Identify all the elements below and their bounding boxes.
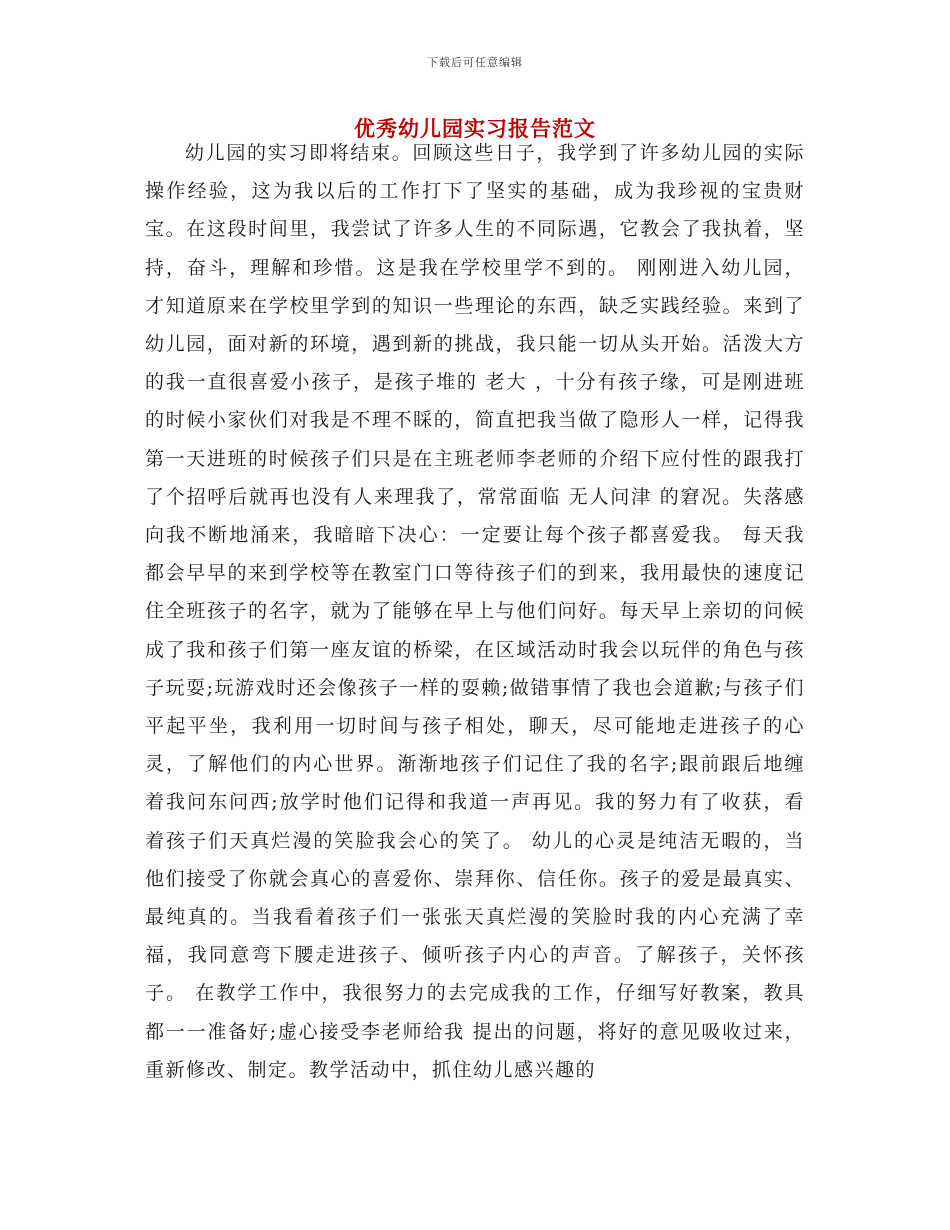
document-title: 优秀幼儿园实习报告范文 [354, 116, 596, 141]
body-paragraph: 幼儿园的实习即将结束。回顾这些日子，我学到了许多幼儿园的实际操作经验，这为我以后的工作打下了坚实的基础，成为我珍视的宝贵财宝。在这段时间里，我尝试了许多人生的不同际遇，它教会了我执着，坚持，奋斗，理解和珍惜。这是我在学校里学不到的。 刚刚进入幼儿园，才知道原来在学校里学到的知识一些理论的东西，缺乏实践经验。来到了幼儿园，面对新的环境，遇到新的挑战，我只能一切从头开始。活泼大方的我一直很喜爱小孩子，是孩子堆的 老大 ，十分有孩子缘，可是刚进班的时候小家伙们对我是不理不睬的，简直把我当做了隐形人一样，记得我第一天进班的时候孩子们只是在主班老师李老师的介绍下应付性的跟我打了个招呼后就再也没有人来理我了，常常面临 无人问津 的窘况。失落感向我不断地涌来，我暗暗下决心：一定要让每个孩子都喜爱我。 每天我都会早早的来到学校等在教室门口等待孩子们的到来，我用最快的速度记住全班孩子的名字，就为了能够在早上与他们问好。每天早上亲切的问候成了我和孩子们第一座友谊的桥梁，在区域活动时我会以玩伴的角色与孩子玩耍;玩游戏时还会像孩子一样的耍赖;做错事情了我也会道歉;与孩子们平起平坐，我利用一切时间与孩子相处，聊天，尽可能地走进孩子的心灵，了解他们的内心世界。渐渐地孩子们记住了我的名字;跟前跟后地缠着我问东问西;放学时他们记得和我道一声再见。我的努力有了收获，看着孩子们天真烂漫的笑脸我会心的笑了。 幼儿的心灵是纯洁无暇的，当他们接受了你就会真心的喜爱你、崇拜你、信任你。孩子的爱是最真实、最纯真的。当我看着孩子们一张张天真烂漫的笑脸时我的内心充满了幸福，我同意弯下腰走进孩子、倾听孩子内心的声音。了解孩子，关怀孩子。 在教学工作中，我很努力的去完成我的工作，仔细写好教案，教具都一一准备好;虚心接受李老师给我 提出的问题，将好的意见吸收过来，重新修改、制定。教学活动中，抓住幼儿感兴趣的 [145, 142, 805, 1081]
header-note: 下载后可任意编辑 [427, 56, 523, 69]
